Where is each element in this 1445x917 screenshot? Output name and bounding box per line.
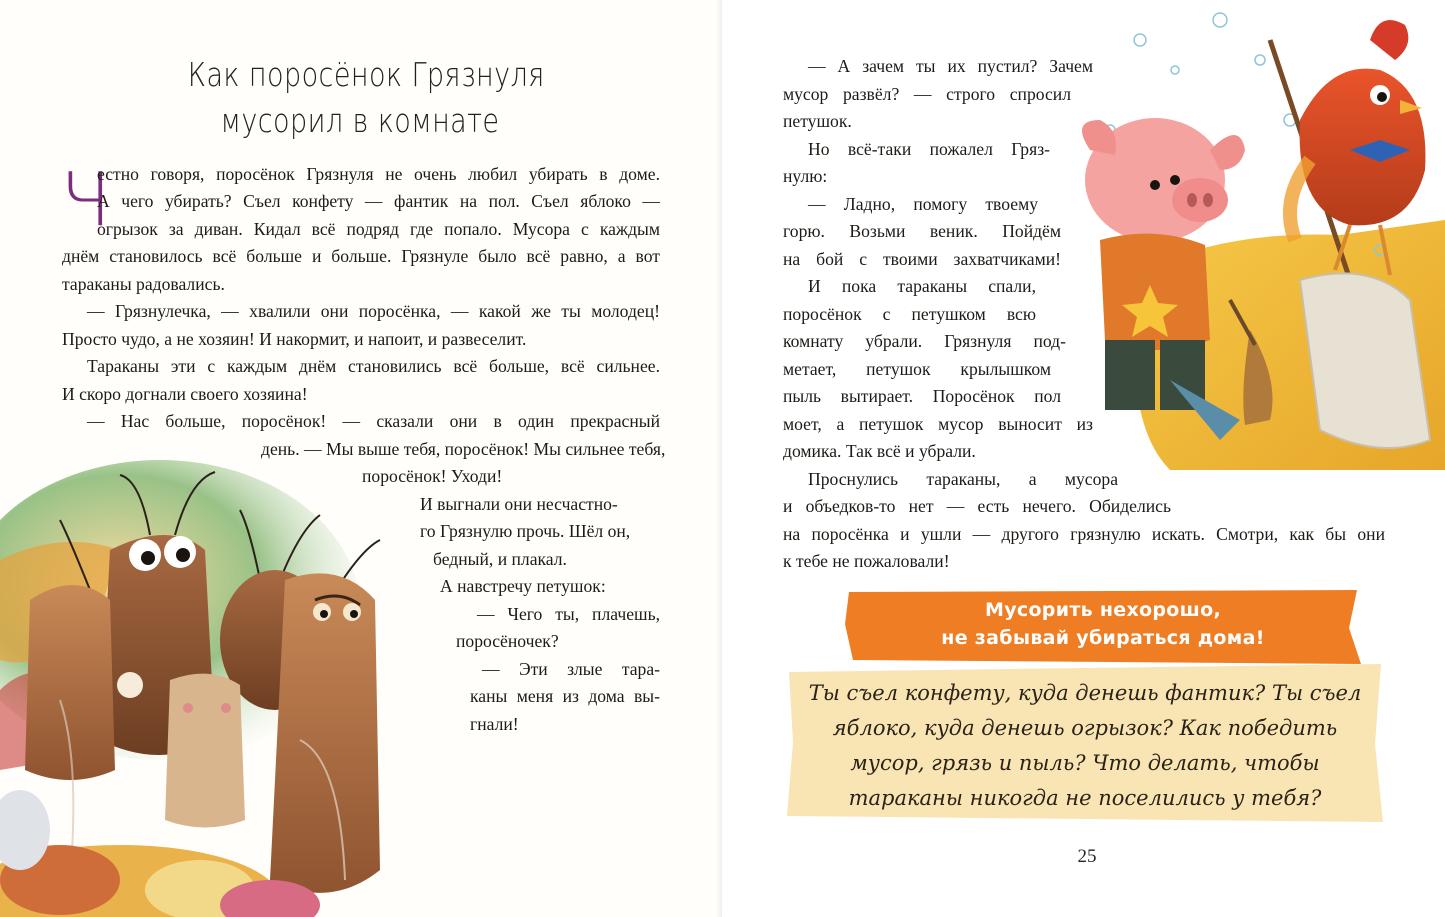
text-line: огрызок за диван. Кидал всё подряд где попало. Мусора с каждым bbox=[97, 219, 660, 239]
text-line: и объедков-то нет — есть нечего. Обиделись bbox=[783, 496, 1171, 516]
text-line: комнату убрали. Грязнуля под- bbox=[783, 331, 1066, 351]
text-line: Просто чудо, а не хозяин! И накормит, и напоит, и развеселит. bbox=[62, 329, 527, 349]
title-line-1: Как поросёнок Грязнуля bbox=[187, 55, 545, 94]
page-number: 25 bbox=[1077, 846, 1097, 867]
text-line: мусор развёл? — строго спросил bbox=[783, 84, 1071, 104]
cockroaches-illustration bbox=[0, 440, 440, 917]
text-line: каны меня из дома вы- bbox=[470, 686, 660, 706]
text-line: поросёнок! Уходи! bbox=[362, 466, 503, 486]
pig-and-rooster-illustration bbox=[1080, 0, 1445, 470]
text-line: А чего убирать? Съел конфету — фантик на пол. Съел яблоко — bbox=[97, 191, 660, 211]
text-line: гнали! bbox=[470, 714, 519, 734]
moral-line-1: Мусорить нехорошо, bbox=[985, 599, 1221, 621]
note-line-1: Ты съел конфету, куда денешь фантик? Ты съел bbox=[808, 681, 1362, 705]
text-line: на поросёнка и ушли — другого грязнулю искать. Смотри, как бы они bbox=[783, 524, 1385, 544]
text-line: нулю: bbox=[783, 166, 828, 186]
text-line: моет, а петушок мусор выносит из bbox=[783, 414, 1093, 434]
text-line: метает, петушок крылышком bbox=[783, 359, 1051, 379]
moral-line-2: не забывай убираться дома! bbox=[941, 627, 1265, 649]
text-line: — Эти злые тара- bbox=[482, 659, 660, 679]
text-line: — Чего ты, плачешь, bbox=[477, 604, 660, 624]
text-line: — Грязнулечка, — хвалили они поросёнка, — какой же ты молодец! bbox=[87, 301, 660, 321]
text-line: — А зачем ты их пустил? Зачем bbox=[808, 56, 1093, 76]
text-line: тараканы радовались. bbox=[62, 274, 225, 294]
text-line: го Грязнулю прочь. Шёл он, bbox=[420, 521, 631, 541]
text-line: бедный, и плакал. bbox=[433, 549, 567, 569]
text-line: — Нас больше, поросёнок! — сказали они в один прекрасный bbox=[87, 411, 660, 431]
text-line: домика. Так всё и убрали. bbox=[783, 441, 976, 461]
text-line: к тебе не пожаловали! bbox=[783, 551, 950, 571]
text-line: на бой с твоими захватчиками! bbox=[783, 249, 1061, 269]
text-line: поросёнок с петушком всю bbox=[783, 304, 1036, 324]
text-line: день. — Мы выше тебя, поросёнок! Мы сильнее тебя, bbox=[261, 439, 666, 459]
note-line-2: яблоко, куда денешь огрызок? Как победить bbox=[832, 716, 1338, 740]
text-line: Проснулись тараканы, а мусора bbox=[808, 469, 1118, 489]
text-line: — Ладно, помогу твоему bbox=[808, 194, 1038, 214]
text-line: петушок. bbox=[783, 111, 852, 131]
title-line-2: мусорил в комнате bbox=[220, 101, 500, 140]
story-title bbox=[187, 52, 545, 144]
moral-banner bbox=[843, 588, 1363, 666]
text-line: А навстречу петушок: bbox=[440, 576, 606, 596]
text-line: И скоро догнали своего хозяина! bbox=[62, 384, 308, 404]
note-line-4: тараканы никогда не поселились у тебя? bbox=[848, 786, 1322, 810]
text-line: И пока тараканы спали, bbox=[808, 276, 1036, 296]
text-line: пыль вытирает. Поросёнок пол bbox=[783, 386, 1061, 406]
left-page bbox=[0, 0, 722, 917]
text-line: Но всё-таки пожалел Гряз- bbox=[808, 139, 1050, 159]
note-line-3: мусор, грязь и пыль? Что делать, чтобы bbox=[850, 751, 1320, 775]
text-line: естно говоря, поросёнок Грязнуля не очень любил убирать в доме. bbox=[97, 164, 660, 184]
drop-cap: Ч bbox=[60, 157, 111, 243]
text-line: днём становилось всё больше и больше. Грязнуле было всё равно, а вот bbox=[62, 246, 660, 266]
question-note bbox=[785, 664, 1385, 824]
text-line: поросёночек? bbox=[456, 631, 559, 651]
text-line: горю. Возьми веник. Пойдём bbox=[783, 221, 1061, 241]
text-line: И выгнали они несчастно- bbox=[420, 494, 618, 514]
text-line: Тараканы эти с каждым днём становились всё больше, всё сильнее. bbox=[87, 356, 660, 376]
